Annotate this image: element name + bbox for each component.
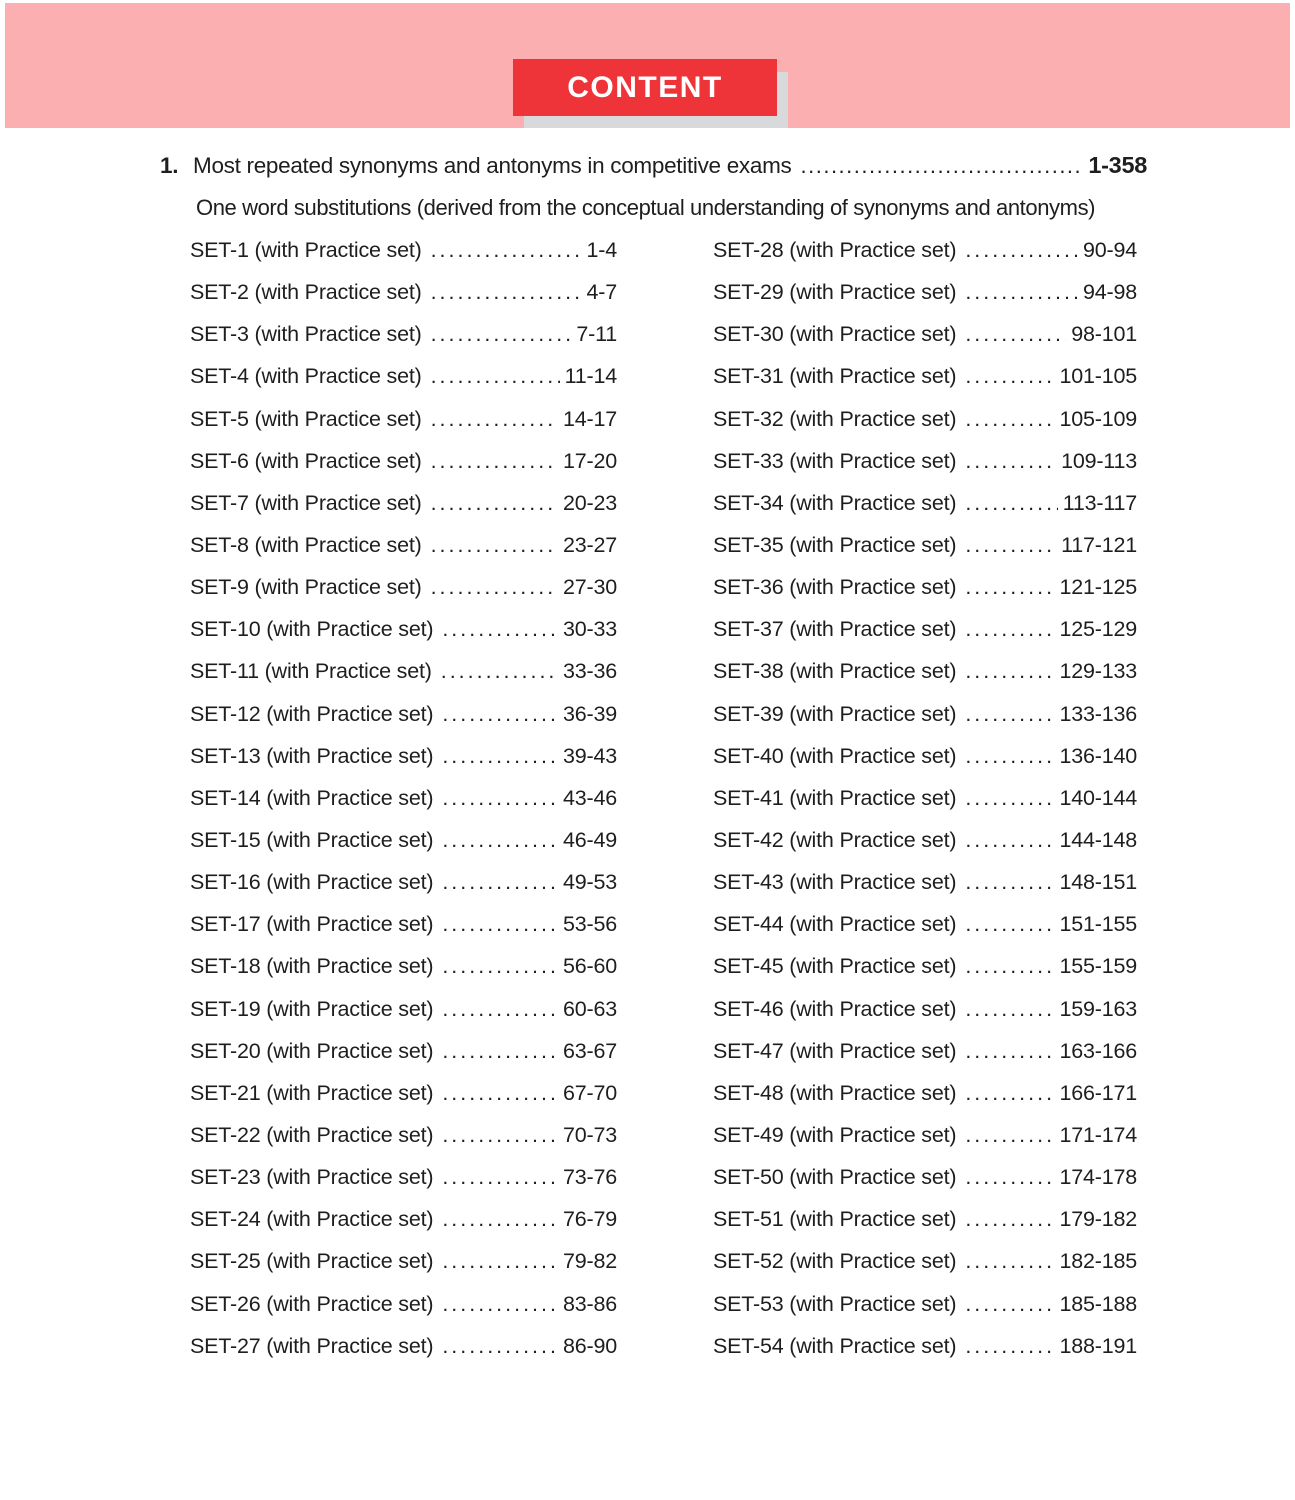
toc-entry-label: SET-51 (with Practice set): [713, 1207, 957, 1232]
toc-entry: [713, 524, 1137, 566]
dot-leader: [965, 861, 1054, 903]
toc-entry-label: SET-24 (with Practice set): [190, 1207, 434, 1232]
toc-entry-label: SET-43 (with Practice set): [713, 870, 957, 895]
toc-entry: [713, 398, 1137, 440]
toc-entry-label: SET-9 (with Practice set): [190, 575, 422, 600]
toc-entry-label: SET-16 (with Practice set): [190, 870, 434, 895]
toc-entry-label: SET-36 (with Practice set): [713, 575, 957, 600]
toc-entry-label: SET-6 (with Practice set): [190, 448, 422, 473]
dot-leader: [965, 566, 1054, 608]
toc-entry-pages: 151-155: [1059, 912, 1137, 937]
toc-entry-pages: 60-63: [563, 996, 617, 1021]
title-box: [513, 59, 777, 116]
toc-entry-pages: 33-36: [563, 659, 617, 684]
toc-entry: [713, 271, 1137, 313]
toc-entry-pages: 155-159: [1059, 954, 1137, 979]
toc-entry-label: SET-41 (with Practice set): [713, 785, 957, 810]
toc-entry: [190, 566, 617, 608]
dot-leader: [442, 693, 558, 735]
toc-entry: [190, 693, 617, 735]
dot-leader: [442, 1030, 558, 1072]
toc-entry-pages: 121-125: [1059, 575, 1137, 600]
toc-entry: [713, 608, 1137, 650]
toc-entry-pages: 49-53: [563, 870, 617, 895]
toc-entry-label: SET-8 (with Practice set): [190, 532, 422, 557]
toc-entry-label: SET-30 (with Practice set): [713, 322, 957, 347]
toc-entry-pages: 179-182: [1059, 1207, 1137, 1232]
toc-entry-pages: 76-79: [563, 1207, 617, 1232]
chapter-number: 1.: [160, 153, 179, 178]
toc-entry-label: SET-12 (with Practice set): [190, 701, 434, 726]
toc-entry: [190, 1240, 617, 1282]
toc-entry-pages: 140-144: [1059, 785, 1137, 810]
toc-entry: [190, 735, 617, 777]
toc-entry-label: SET-2 (with Practice set): [190, 280, 422, 305]
toc-entry: [190, 988, 617, 1030]
dot-leader: [965, 903, 1054, 945]
toc-entry-pages: 14-17: [563, 406, 617, 431]
dot-leader: [965, 398, 1054, 440]
toc-entry-label: SET-11 (with Practice set): [190, 659, 432, 684]
dot-leader: [965, 1283, 1054, 1325]
dot-leader: [965, 1325, 1054, 1367]
toc-entry-pages: 90-94: [1083, 238, 1137, 262]
toc-entry-pages: 7-11: [576, 322, 617, 347]
toc-entry-pages: 46-49: [563, 827, 617, 852]
dot-leader: [965, 988, 1054, 1030]
toc-entry-label: SET-19 (with Practice set): [190, 996, 434, 1021]
dot-leader: [965, 650, 1054, 692]
toc-entry: [713, 777, 1137, 819]
toc-entry: [713, 819, 1137, 861]
toc-entry-label: SET-5 (with Practice set): [190, 406, 422, 431]
dot-leader: [442, 988, 558, 1030]
toc-entry-pages: 56-60: [563, 954, 617, 979]
toc-entry: [190, 903, 617, 945]
toc-entry-label: SET-37 (with Practice set): [713, 617, 957, 642]
toc-entry-label: SET-49 (with Practice set): [713, 1122, 957, 1147]
toc-entry: [713, 1030, 1137, 1072]
toc-entry-label: SET-14 (with Practice set): [190, 785, 434, 810]
toc-entry: [190, 1072, 617, 1114]
toc-entry: [713, 1156, 1137, 1198]
dot-leader: [965, 355, 1054, 397]
chapter-pages: 1-358: [1088, 152, 1147, 178]
dot-leader: [965, 693, 1054, 735]
toc-entry-pages: 182-185: [1059, 1249, 1137, 1274]
dot-leader: [965, 1072, 1054, 1114]
toc-entry-label: SET-17 (with Practice set): [190, 912, 434, 937]
toc-entry: [713, 229, 1137, 271]
toc-entry-label: SET-44 (with Practice set): [713, 912, 957, 937]
toc-entry-pages: 70-73: [563, 1122, 617, 1147]
chapter-heading: [160, 150, 1147, 181]
toc-entry-pages: 171-174: [1059, 1122, 1137, 1147]
toc-entry: [190, 271, 617, 313]
dot-leader: [442, 1283, 558, 1325]
dot-leader: [965, 524, 1056, 566]
toc-entry-label: SET-3 (with Practice set): [190, 322, 422, 347]
toc-entry-label: SET-48 (with Practice set): [713, 1080, 957, 1105]
toc-entry-label: SET-1 (with Practice set): [190, 238, 422, 262]
toc-entry-pages: 23-27: [563, 532, 617, 557]
toc-entry-pages: 117-121: [1061, 532, 1137, 557]
toc-entry-label: SET-33 (with Practice set): [713, 448, 957, 473]
dot-leader: [442, 945, 558, 987]
toc-entry-pages: 63-67: [563, 1038, 617, 1063]
toc-entry-pages: 129-133: [1059, 659, 1137, 684]
dot-leader: [442, 1325, 558, 1367]
toc-entry-label: SET-10 (with Practice set): [190, 617, 434, 642]
toc-entry: [190, 229, 617, 271]
toc-entry-pages: 86-90: [563, 1333, 617, 1358]
toc-entry: [713, 650, 1137, 692]
dot-leader: [442, 819, 558, 861]
dot-leader: [442, 1198, 558, 1240]
toc-entry-pages: 94-98: [1083, 280, 1137, 305]
toc-entry-pages: 43-46: [563, 785, 617, 810]
toc-entry-pages: 73-76: [563, 1165, 617, 1190]
toc-entry-label: SET-25 (with Practice set): [190, 1249, 434, 1274]
toc-entry-pages: 136-140: [1059, 743, 1137, 768]
toc-entry: [190, 608, 617, 650]
dot-leader: [431, 440, 558, 482]
toc-entry-pages: 188-191: [1059, 1333, 1137, 1358]
toc-entry-label: SET-47 (with Practice set): [713, 1038, 957, 1063]
dot-leader: [431, 313, 572, 355]
toc-entry-pages: 53-56: [563, 912, 617, 937]
dot-leader: [965, 229, 1078, 271]
toc-entry-pages: 144-148: [1059, 827, 1137, 852]
chapter-subtitle: One word substitutions (derived from the conceptual understanding of synonyms and antonyms): [196, 195, 1096, 220]
toc-entry-pages: 83-86: [563, 1291, 617, 1316]
toc-entry-pages: 148-151: [1059, 870, 1137, 895]
dot-leader: [442, 735, 558, 777]
dot-leader: [801, 151, 1084, 181]
dot-leader: [442, 1114, 558, 1156]
toc-entry: [713, 1072, 1137, 1114]
toc-entry: [713, 903, 1137, 945]
toc-entry-pages: 79-82: [563, 1249, 617, 1274]
dot-leader: [965, 608, 1054, 650]
toc-entry: [713, 313, 1137, 355]
toc-entry-pages: 159-163: [1059, 996, 1137, 1021]
dot-leader: [442, 777, 558, 819]
toc-entry-pages: 101-105: [1059, 364, 1137, 389]
toc-entry-label: SET-46 (with Practice set): [713, 996, 957, 1021]
toc-entry-pages: 30-33: [563, 617, 617, 642]
header-banner: [5, 3, 1290, 128]
dot-leader: [965, 945, 1054, 987]
dot-leader: [441, 650, 558, 692]
dot-leader: [442, 608, 558, 650]
dot-leader: [431, 524, 558, 566]
toc-entry: [713, 440, 1137, 482]
dot-leader: [965, 1030, 1054, 1072]
toc-entry-pages: 4-7: [586, 280, 617, 305]
toc-entry-label: SET-23 (with Practice set): [190, 1165, 434, 1190]
toc-entry: [190, 398, 617, 440]
toc-entry: [713, 945, 1137, 987]
toc-entry-label: SET-42 (with Practice set): [713, 827, 957, 852]
dot-leader: [965, 1114, 1054, 1156]
dot-leader: [965, 271, 1078, 313]
toc-entry-label: SET-26 (with Practice set): [190, 1291, 434, 1316]
toc-entry-pages: 125-129: [1059, 617, 1137, 642]
toc-entry: [713, 566, 1137, 608]
toc-entry-pages: 20-23: [563, 490, 617, 515]
toc-column-right: [713, 229, 1137, 1367]
toc-entry: [190, 482, 617, 524]
dot-leader: [442, 1156, 558, 1198]
toc-entry-label: SET-28 (with Practice set): [713, 238, 957, 262]
toc-entry-label: SET-40 (with Practice set): [713, 743, 957, 768]
toc-entry-label: SET-35 (with Practice set): [713, 532, 957, 557]
toc-entry-label: SET-31 (with Practice set): [713, 364, 957, 389]
dot-leader: [965, 482, 1057, 524]
dot-leader: [965, 735, 1054, 777]
dot-leader: [431, 398, 558, 440]
toc-entry: [190, 313, 617, 355]
toc-entry-label: SET-45 (with Practice set): [713, 954, 957, 979]
toc-entry: [190, 1156, 617, 1198]
toc-entry-pages: 105-109: [1059, 406, 1137, 431]
dot-leader: [431, 566, 558, 608]
toc-entry: [190, 355, 617, 397]
toc-entry: [190, 819, 617, 861]
toc-entry-label: SET-15 (with Practice set): [190, 827, 434, 852]
toc-column-left: [190, 229, 617, 1367]
toc-entry-label: SET-53 (with Practice set): [713, 1291, 957, 1316]
toc-entry: [713, 693, 1137, 735]
toc-entry-label: SET-39 (with Practice set): [713, 701, 957, 726]
toc-entry: [190, 650, 617, 692]
dot-leader: [965, 1240, 1054, 1282]
toc-entry-label: SET-34 (with Practice set): [713, 490, 957, 515]
dot-leader: [442, 1240, 558, 1282]
toc-entry: [190, 1283, 617, 1325]
dot-leader: [431, 229, 582, 271]
toc-entry-label: SET-20 (with Practice set): [190, 1038, 434, 1063]
toc-entry: [190, 1198, 617, 1240]
dot-leader: [965, 1198, 1054, 1240]
toc-entry-label: SET-50 (with Practice set): [713, 1165, 957, 1190]
toc-entry-label: SET-22 (with Practice set): [190, 1122, 434, 1147]
dot-leader: [442, 903, 558, 945]
toc-entry-label: SET-52 (with Practice set): [713, 1249, 957, 1274]
toc-entry-pages: 133-136: [1059, 701, 1137, 726]
toc-entry: [190, 1114, 617, 1156]
toc-entry-label: SET-13 (with Practice set): [190, 743, 434, 768]
toc-entry: [713, 1325, 1137, 1367]
page-title: CONTENT: [567, 70, 723, 104]
dot-leader: [442, 861, 558, 903]
toc-entry: [713, 1198, 1137, 1240]
toc-entry-pages: 166-171: [1059, 1080, 1137, 1105]
toc-entry: [190, 945, 617, 987]
toc-entry: [190, 1030, 617, 1072]
dot-leader: [965, 777, 1054, 819]
toc-entry: [713, 482, 1137, 524]
toc-entry-pages: 109-113: [1061, 448, 1137, 473]
toc-entry: [190, 524, 617, 566]
toc-entry: [713, 988, 1137, 1030]
toc-entry-label: SET-54 (with Practice set): [713, 1333, 957, 1358]
toc-entry-label: SET-4 (with Practice set): [190, 364, 422, 389]
dot-leader: [431, 355, 560, 397]
toc-entry: [713, 861, 1137, 903]
toc-entry-pages: 174-178: [1059, 1165, 1137, 1190]
toc-entry: [713, 1114, 1137, 1156]
toc-entry-pages: 36-39: [563, 701, 617, 726]
dot-leader: [965, 819, 1054, 861]
toc-entry-pages: 27-30: [563, 575, 617, 600]
toc-entry: [190, 1325, 617, 1367]
dot-leader: [965, 440, 1056, 482]
toc-entry-label: SET-18 (with Practice set): [190, 954, 434, 979]
toc-entry-label: SET-29 (with Practice set): [713, 280, 957, 305]
toc-entry-pages: 67-70: [563, 1080, 617, 1105]
toc-entry: [190, 777, 617, 819]
toc-entry-pages: 17-20: [563, 448, 617, 473]
chapter-title: Most repeated synonyms and antonyms in competitive exams: [193, 153, 792, 178]
toc-entry-label: SET-27 (with Practice set): [190, 1333, 434, 1358]
toc-entry-pages: 163-166: [1059, 1038, 1137, 1063]
dot-leader: [442, 1072, 558, 1114]
dot-leader: [965, 1156, 1054, 1198]
toc-entry: [713, 1283, 1137, 1325]
dot-leader: [965, 313, 1066, 355]
toc-entry-label: SET-21 (with Practice set): [190, 1080, 434, 1105]
toc-entry: [713, 1240, 1137, 1282]
toc-entry-pages: 1-4: [586, 238, 617, 262]
dot-leader: [431, 482, 558, 524]
toc-entry: [713, 735, 1137, 777]
toc-entry: [190, 861, 617, 903]
dot-leader: [431, 271, 582, 313]
toc-entry: [713, 355, 1137, 397]
toc-entry: [190, 440, 617, 482]
toc-entry-label: SET-7 (with Practice set): [190, 490, 422, 515]
toc-entry-pages: 98-101: [1071, 322, 1137, 347]
toc-entry-pages: 185-188: [1059, 1291, 1137, 1316]
toc-entry-pages: 39-43: [563, 743, 617, 768]
toc-entry-label: SET-32 (with Practice set): [713, 406, 957, 431]
toc-entry-pages: 11-14: [564, 364, 617, 389]
toc-entry-label: SET-38 (with Practice set): [713, 659, 957, 684]
toc-entry-pages: 113-117: [1062, 490, 1137, 515]
